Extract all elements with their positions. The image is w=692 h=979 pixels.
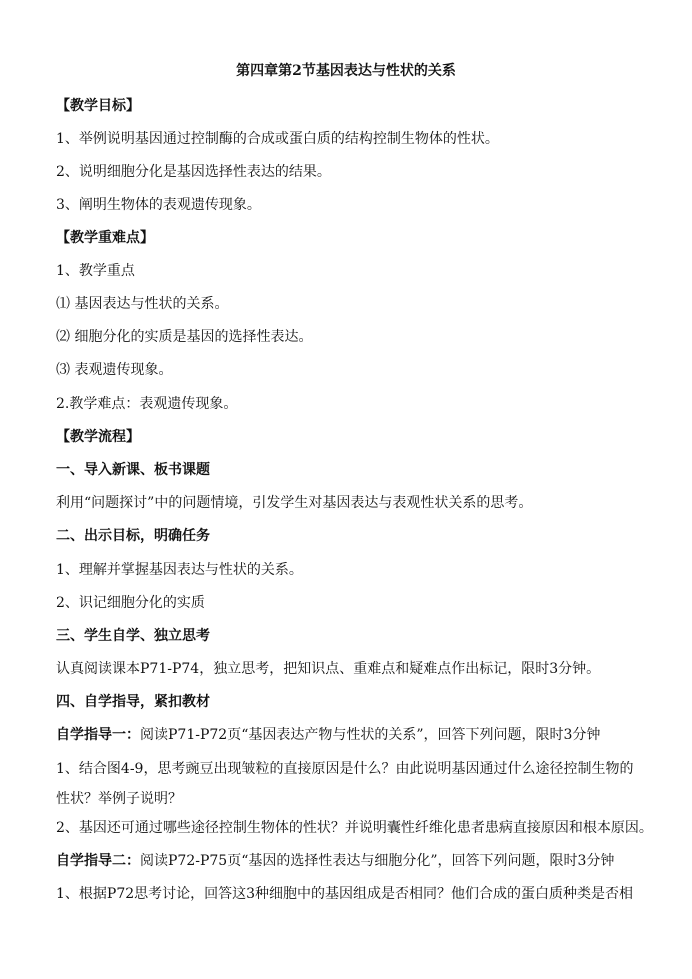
difficulty-line: 2.教学难点：表观遗传现象。 <box>56 396 238 412</box>
guide-label: 自学指导一： <box>56 727 140 743</box>
document-title: 第四章第2节基因表达与性状的关系 <box>236 63 456 79</box>
section-heading-key-points: 【教学重难点】 <box>56 230 154 246</box>
key-point-item: ⑵ 细胞分化的实质是基因的选择性表达。 <box>56 329 313 345</box>
key-points-heading: 1、教学重点 <box>56 263 135 279</box>
step-heading: 一、导入新课、板书课题 <box>56 462 210 478</box>
step-heading: 二、出示目标，明确任务 <box>56 528 210 544</box>
goal-item: 2、说明细胞分化是基因选择性表达的结果。 <box>56 164 331 180</box>
guide-label: 自学指导二： <box>56 853 140 869</box>
section-heading-goals: 【教学目标】 <box>56 98 140 114</box>
guide-line <box>56 851 646 871</box>
guide-text: 阅读P71-P72页“基因表达产物与性状的关系”，回答下列问题，限时3分钟 <box>140 727 601 743</box>
goal-item: 1、举例说明基因通过控制酶的合成或蛋白质的结构控制生物体的性状。 <box>56 131 499 147</box>
guide-line <box>56 725 646 745</box>
key-point-item: ⑴ 基因表达与性状的关系。 <box>56 296 229 312</box>
step-text: 利用“问题探讨”中的问题情境，引发学生对基因表达与表观性状关系的思考。 <box>56 495 533 511</box>
step-text: 认真阅读课本P71-P74，独立思考，把知识点、重难点和疑难点作出标记，限时3分钟。 <box>56 661 601 677</box>
key-point-item: ⑶ 表观遗传现象。 <box>56 362 173 378</box>
guide-text: 阅读P72-P75页“基因的选择性表达与细胞分化”，回答下列问题，限时3分钟 <box>140 853 615 869</box>
step-heading: 三、学生自学、独立思考 <box>56 628 210 644</box>
goal-item: 3、阐明生物体的表观遗传现象。 <box>56 197 261 213</box>
question-item: 1、根据P72思考讨论，回答这3种细胞中的基因组成是否相同？他们合成的蛋白质种类是否相 <box>56 886 634 902</box>
question-item: 1、结合图4-9，思考豌豆出现皱粒的直接原因是什么？由此说明基因通过什么途径控制生物的性状？举例子说明？ <box>56 761 634 807</box>
task-item: 1、理解并掌握基因表达与性状的关系。 <box>56 562 303 578</box>
section-heading-flow: 【教学流程】 <box>56 429 140 445</box>
task-item: 2、识记细胞分化的实质 <box>56 595 205 611</box>
step-heading: 四、自学指导，紧扣教材 <box>56 694 210 710</box>
question-item: 2、基因还可通过哪些途径控制生物体的性状？并说明囊性纤维化患者患病直接原因和根本原因。 <box>56 820 653 836</box>
